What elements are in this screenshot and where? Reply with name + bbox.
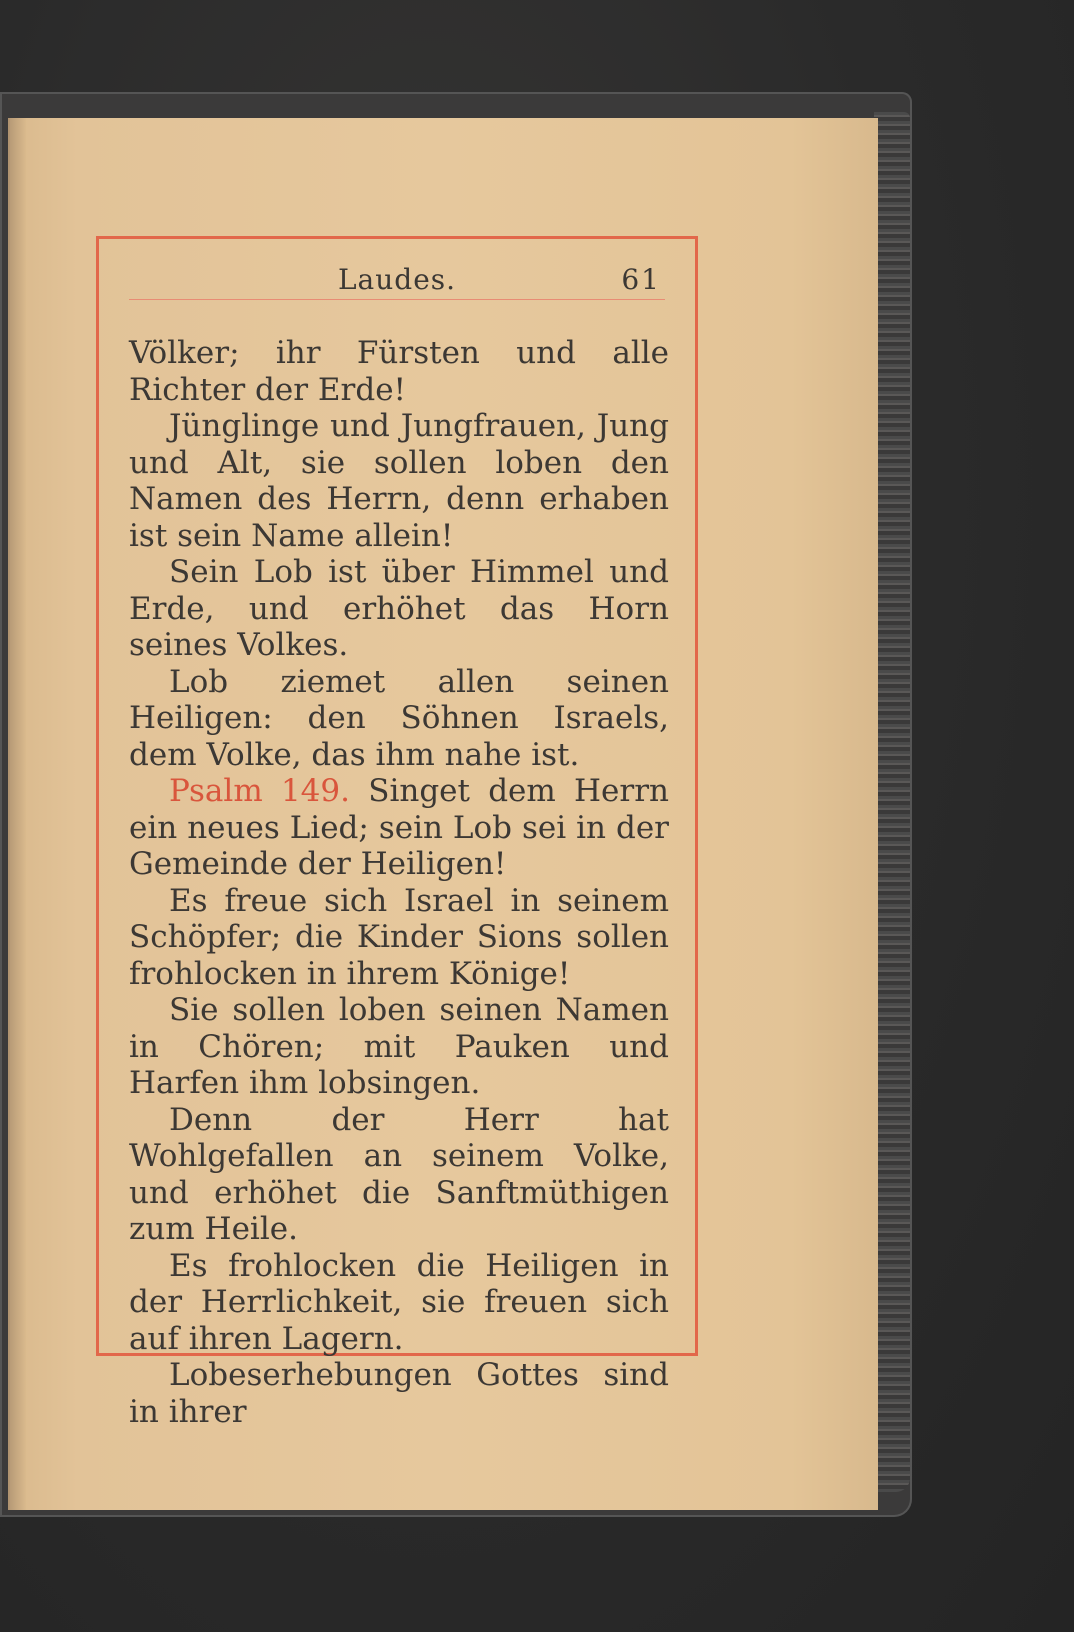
paragraph: Es frohlocken die Heiligen in der Herrlichkeit, sie freuen sich auf ihren Lagern. — [129, 1247, 669, 1357]
red-border-frame — [96, 236, 698, 1430]
page-number: 61 — [621, 263, 661, 296]
paragraph: Sein Lob ist über Himmel und Erde, und erhöhet das Horn seines Volkes. — [129, 554, 669, 663]
paragraph: Lob ziemet allen seinen Heiligen: den Söhnen Israels, dem Volke, das ihm nahe ist. — [129, 663, 669, 773]
psalm-rubric: Psalm 149. — [169, 773, 350, 809]
paragraph: Denn der Herr hat Wohlgefallen an seinem Volke, und erhöhet die Sanftmüthigen zum Heile. — [129, 1101, 669, 1247]
paragraph: Völker; ihr Fürsten und alle Richter der Erde! — [129, 335, 669, 408]
book-page — [8, 118, 878, 1510]
cover-edge — [874, 112, 910, 1492]
paragraph: Lobeserhebungen Gottes sind in ihrer — [129, 1357, 669, 1430]
paragraph: Es freue sich Israel in seinem Schöpfer; die Kinder Sions sollen frohlocken in ihrem Könige! — [129, 882, 669, 992]
paragraph: Sie sollen loben seinen Namen in Chören; mit Pauken und Harfen ihm lobsingen. — [129, 992, 669, 1101]
page-header — [129, 263, 665, 300]
running-title: Laudes. — [337, 263, 457, 296]
body-text — [129, 335, 669, 1430]
paragraph: Psalm 149. Singet dem Herrn ein neues Lied; sein Lob sei in der Gemeinde der Heiligen! — [129, 773, 670, 882]
paragraph: Jünglinge und Jungfrauen, Jung und Alt, sie sollen loben den Namen des Herrn, denn erhaben ist sein Name allein! — [129, 408, 669, 554]
page-gutter — [8, 118, 26, 1510]
